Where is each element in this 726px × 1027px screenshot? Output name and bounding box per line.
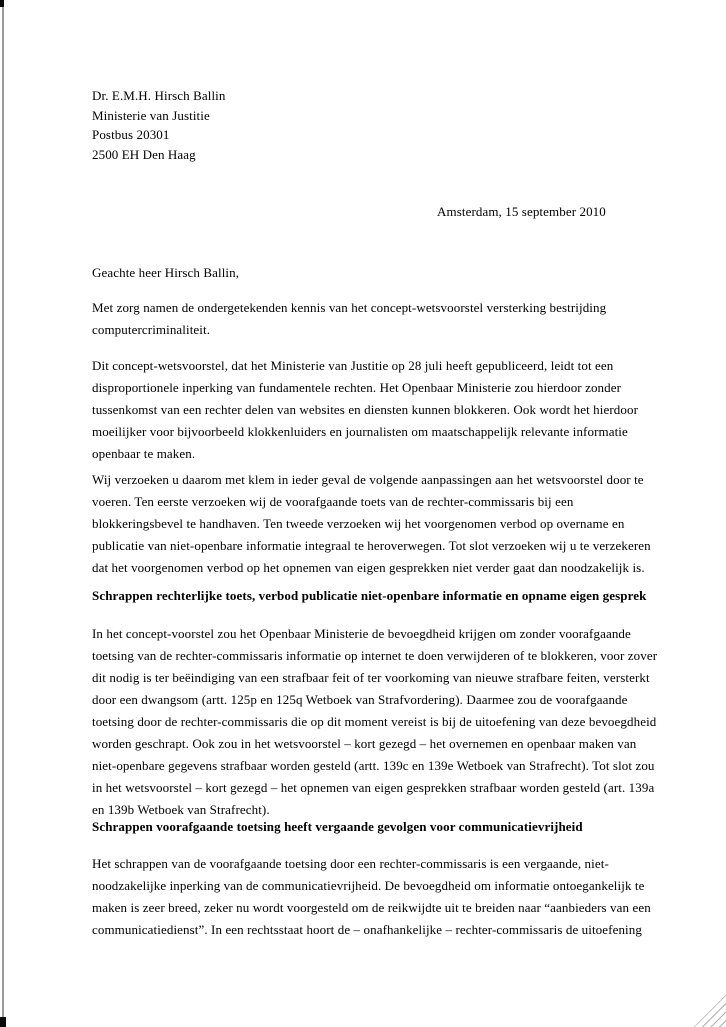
- paragraph-concern: Met zorg namen de ondergetekenden kennis van het concept-wetsvoorstel versterking bestrijding computercriminaliteit.: [92, 300, 607, 337]
- paragraph-legal-details: In het concept-voorstel zou het Openbaar Ministerie de bevoegdheid krijgen om zonder voorafgaande toetsing van de rechter-commissaris informatie op internet te doen verwijderen of te blokkeren, voor zover dit nodig is ter beëindiging van een strafbaar feit of ter voorkoming van nieuwe strafbare feiten, versterkt door een dwangsom (artt. 125p en 125q Wetboek van Strafvordering). Daarmee zou de voorafgaande toetsing door de rechter-commissaris die op dit moment vereist is bij de uitoefening van deze bevoegdheid worden geschrapt. Ook zou in het wetsvoorstel – kort gezegd – het overnemen en openbaar maken van niet-openbare gegevens strafbaar worden gesteld (artt. 139c en 139e Wetboek van Strafrecht). Tot slot zou in het wetsvoorstel – kort gezegd – het opnemen van eigen gesprekken strafbaar worden gesteld (art. 139a en 139b Wetboek van Strafrecht).: [92, 626, 658, 817]
- scan-top-left-mark: [0, 0, 4, 7]
- scan-bottom-left-mark: [0, 1017, 6, 1027]
- salutation: Geachte heer Hirsch Ballin,: [92, 265, 240, 280]
- section-heading-scrapping: Schrappen rechterlijke toets, verbod publicatie niet-openbare informatie en opname eigen gesprek: [92, 588, 647, 603]
- paragraph-proposal-effects: Dit concept-wetsvoorstel, dat het Ministerie van Justitie op 28 juli heeft gepubliceerd, leidt tot een disproportionele inperking van fundamentele rechten. Het Openbaar Ministerie zou hierdoor zonder tussenkomst van een rechter delen van websites en diensten kunnen blokkeren. Ook wordt het hierdoor moeilijker voor bijvoorbeeld klokkenluiders en journalisten om maatschappelijk relevante informatie openbaar te maken.: [92, 358, 638, 461]
- recipient-address: Dr. E.M.H. Hirsch Ballin Ministerie van Justitie Postbus 20301 2500 EH Den Haag: [92, 88, 226, 162]
- scan-left-edge-line: [2, 0, 4, 1027]
- date-line: Amsterdam, 15 september 2010: [437, 204, 606, 219]
- paragraph-requests: Wij verzoeken u daarom met klem in ieder geval de volgende aanpassingen aan het wetsvoorstel door te voeren. Ten eerste verzoeken wij de voorafgaande toets van de rechter-commissaris bij een blokkeringsbevel te handhaven. Ten tweede verzoeken wij het voorgenomen verbod op overname en publicatie van niet-openbare informatie integraal te heroverwegen. Tot slot verzoeken wij u te verzekeren dat het voorgenomen verbod op het opnemen van eigen gesprekken niet verder gaat dan noodzakelijk is.: [92, 472, 651, 575]
- section-heading-consequences: Schrappen voorafgaande toetsing heeft vergaande gevolgen voor communicatievrijheid: [92, 819, 583, 834]
- scan-bottom-right-corner-hatch: [680, 981, 726, 1027]
- paragraph-consequences: Het schrappen van de voorafgaande toetsing door een rechter-commissaris is een vergaande, niet- noodzakelijke inperking van de communicatievrijheid. De bevoegdheid om informatie ontoegankelijk te maken is zeer breed, zeker nu wordt voorgesteld om de reikwijdte uit te breiden naar “aanbieders van een communicatiedienst”. In een rechtsstaat hoort de – onafhankelijke – rechter-commissaris de uitoefening: [92, 856, 651, 937]
